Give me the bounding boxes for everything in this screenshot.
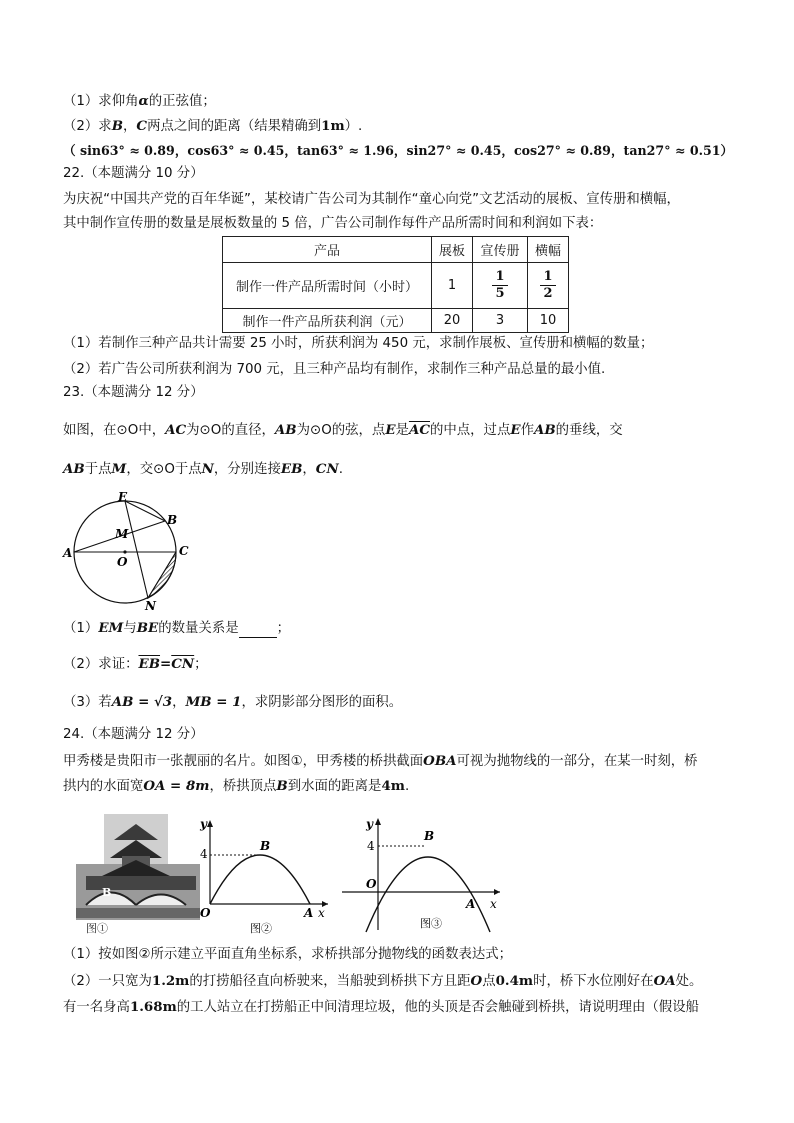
x-arrow (494, 889, 500, 895)
q23-text-line1 (63, 421, 623, 440)
fig1-caption: 图① (86, 922, 108, 934)
arc-eb: $\overline{EB}$ (138, 656, 161, 672)
label-b: B (424, 829, 435, 843)
t: 处。 (675, 974, 703, 989)
arc-ac: $\overline{AC}$ (408, 422, 430, 438)
t: ，桥拱顶点 (209, 779, 277, 794)
label-y: y (200, 817, 207, 831)
label-e: E (118, 490, 128, 504)
fraction-one-half (540, 269, 555, 302)
q21-part1-text: （1）求仰角 (63, 94, 139, 109)
q24-part2 (63, 972, 702, 991)
var: M (111, 461, 127, 477)
table-cell-label: 制作一件产品所获利润（元） (223, 309, 432, 333)
var: BE (136, 620, 159, 636)
t: 的垂线，交 (555, 423, 623, 438)
var: B (276, 778, 288, 794)
label-y: y (366, 817, 373, 831)
t: ； (194, 657, 208, 672)
q22-part2: （2）若广告公司所获利润为 700 元，且三种产品均有制作，求制作三种产品总量的最小值. (63, 362, 606, 377)
parabola (210, 855, 310, 904)
var: AB (63, 461, 85, 477)
label-4: 4 (367, 839, 375, 853)
var: E (385, 422, 396, 438)
t: 与 (123, 621, 137, 636)
q23-part1 (63, 619, 290, 638)
fig3-caption: 图③ (420, 917, 442, 930)
t: ， (302, 462, 316, 477)
label-x: x (318, 906, 325, 920)
table-header-cell: 产品 (223, 237, 432, 263)
t: （1） (63, 621, 99, 636)
t: 的数量关系是 (158, 621, 239, 636)
var: EB (280, 461, 303, 477)
alpha-var: α (138, 93, 149, 109)
q24-part1: （1）按如图②所示建立平面直角坐标系，求桥拱部分抛物线的函数表达式； (63, 947, 513, 962)
y-arrow (207, 820, 213, 827)
expr: 4m (381, 778, 405, 794)
center-point (123, 550, 126, 553)
t: 时，桥下水位刚好在 (533, 974, 654, 989)
t: ，交⊙O于点 (126, 462, 202, 477)
expr: 1.2m (151, 973, 190, 989)
t: . (404, 779, 410, 794)
expr: 0.4m (495, 973, 534, 989)
var-b: B (111, 118, 124, 134)
q21-part2-tail: 两点之间的距离（结果精确到 (147, 119, 322, 134)
q24-heading: 24.（本题满分 12 分） (63, 727, 204, 742)
t: （2）一只宽为 (63, 974, 152, 989)
t: 拱内的水面宽 (63, 779, 144, 794)
t: 是 (395, 423, 409, 438)
segment-en (125, 501, 148, 598)
table-header-cell: 展板 (432, 237, 473, 263)
label-b: B (167, 513, 178, 527)
denominator: 2 (543, 286, 553, 301)
label-a: A (466, 897, 476, 911)
t: （3）若 (63, 695, 112, 710)
label-4: 4 (200, 847, 208, 861)
q22-part1: （1）若制作三种产品共计需要 25 小时，所获利润为 450 元，求制作展板、宣传册和横幅的数量； (63, 336, 654, 351)
q24-text-line1 (63, 752, 698, 771)
var: N (201, 461, 214, 477)
arc-cn: $\overline{CN}$ (171, 656, 195, 672)
fraction-one-fifth (492, 269, 507, 302)
graph-fig2 (196, 812, 336, 937)
label-n: N (145, 599, 156, 613)
segment-eb (125, 501, 165, 521)
t: 的打捞船径直向桥驶来，当船驶到桥拱下方且距 (189, 974, 471, 989)
q24-part2-cont (63, 998, 699, 1017)
t: ，求阴影部分图形的面积。 (241, 695, 403, 710)
t: 的工人站立在打捞船正中间清理垃圾，他的头顶是否会触碰到桥拱，请说明理由（假设船 (176, 1000, 699, 1015)
t: 点 (482, 974, 496, 989)
q23-text-line2 (63, 460, 343, 479)
q21-part1-tail: 的正弦值； (148, 94, 216, 109)
t: 为⊙O的直径， (186, 423, 275, 438)
label-x: x (490, 897, 497, 911)
var: E (510, 422, 521, 438)
var: O (470, 973, 483, 989)
t: 如图，在⊙O中， (63, 423, 166, 438)
denominator: 5 (495, 286, 505, 301)
t: （2）求证： (63, 657, 139, 672)
q22-intro-line2: 其中制作宣传册的数量是展板数量的 5 倍，广告公司制作每件产品所需时间和利润如下表： (63, 216, 603, 231)
segment-cn (148, 552, 176, 598)
t: 于点 (84, 462, 112, 477)
answer-blank (239, 623, 277, 638)
numerator: 1 (492, 269, 507, 286)
q22-heading: 22.（本题满分 10 分） (63, 166, 204, 181)
expr: MB = 1 (185, 694, 242, 710)
label-a: A (63, 546, 73, 560)
t: ， (172, 695, 186, 710)
q24-text-line2 (63, 777, 409, 796)
t: ，分别连接 (213, 462, 281, 477)
table-cell-label: 制作一件产品所需时间（小时） (223, 263, 432, 309)
var: CN (315, 461, 339, 477)
var: AB (533, 422, 556, 438)
table-cell: 3 (473, 309, 528, 333)
t: 有一名身高 (63, 1000, 130, 1015)
q23-heading: 23.（本题满分 12 分） (63, 385, 204, 400)
var: OBA (423, 753, 457, 769)
q21-part1 (63, 92, 216, 111)
table-row (223, 263, 569, 309)
table-header-cell: 横幅 (528, 237, 569, 263)
circle-figure (60, 488, 190, 613)
var: EM (98, 620, 124, 636)
t: 为⊙O的弦，点 (296, 423, 386, 438)
sep: ， (123, 119, 137, 134)
t: 到水面的距离是 (287, 779, 382, 794)
q23-part3 (63, 693, 402, 712)
q21-part2 (63, 117, 362, 136)
label-b: B (260, 839, 271, 853)
t: 作 (520, 423, 534, 438)
unit: 1m (321, 118, 345, 134)
t: 甲秀楼是贵阳市一张靓丽的名片。如图①，甲秀楼的桥拱截面 (63, 754, 424, 769)
q23-part2 (63, 655, 208, 674)
table-cell: 20 (432, 309, 473, 333)
label-o: O (366, 877, 377, 891)
var: AC (165, 422, 187, 438)
table-cell: 10 (528, 309, 569, 333)
equals: = (160, 656, 172, 672)
expr: AB = √3 (111, 694, 173, 710)
label-o: O (117, 555, 128, 569)
table-cell (528, 263, 569, 309)
photo-label-b: B (102, 886, 112, 899)
label-a: A (304, 906, 314, 920)
pavilion-photo (66, 810, 204, 934)
t: 的中点，过点 (430, 423, 511, 438)
q21-part2-text: （2）求 (63, 119, 112, 134)
fig2-caption: 图② (250, 922, 272, 935)
label-m: M (115, 527, 129, 541)
table-header-cell: 宣传册 (473, 237, 528, 263)
t: 可视为抛物线的一部分，在某一时刻，桥 (456, 754, 698, 769)
var: AB (274, 422, 297, 438)
expr: 1.68m (129, 999, 177, 1015)
end: ）. (344, 119, 363, 134)
q22-intro-line1: 为庆祝“中国共产党的百年华诞”，某校请广告公司为其制作“童心向党”文艺活动的展板、宣传册和横幅， (63, 192, 680, 207)
q21-reference-values: （ sin63° ≈ 0.89，cos63° ≈ 0.45，tan63° ≈ 1.96，sin27° ≈ 0.45，cos27° ≈ 0.89，tan27° ≈ 0.51） (63, 143, 734, 158)
t: . (338, 462, 343, 477)
table-header-row (223, 237, 569, 263)
t: ； (276, 621, 290, 636)
var-c: C (136, 118, 148, 134)
label-c: C (179, 544, 189, 558)
var: OA (653, 973, 676, 989)
product-table (222, 236, 569, 333)
y-arrow (375, 818, 381, 825)
table-row (223, 309, 569, 333)
graph-fig3 (338, 812, 508, 937)
table-cell: 1 (432, 263, 473, 309)
expr: OA = 8m (143, 778, 210, 794)
label-o: O (200, 906, 211, 920)
table-cell (473, 263, 528, 309)
numerator: 1 (540, 269, 555, 286)
